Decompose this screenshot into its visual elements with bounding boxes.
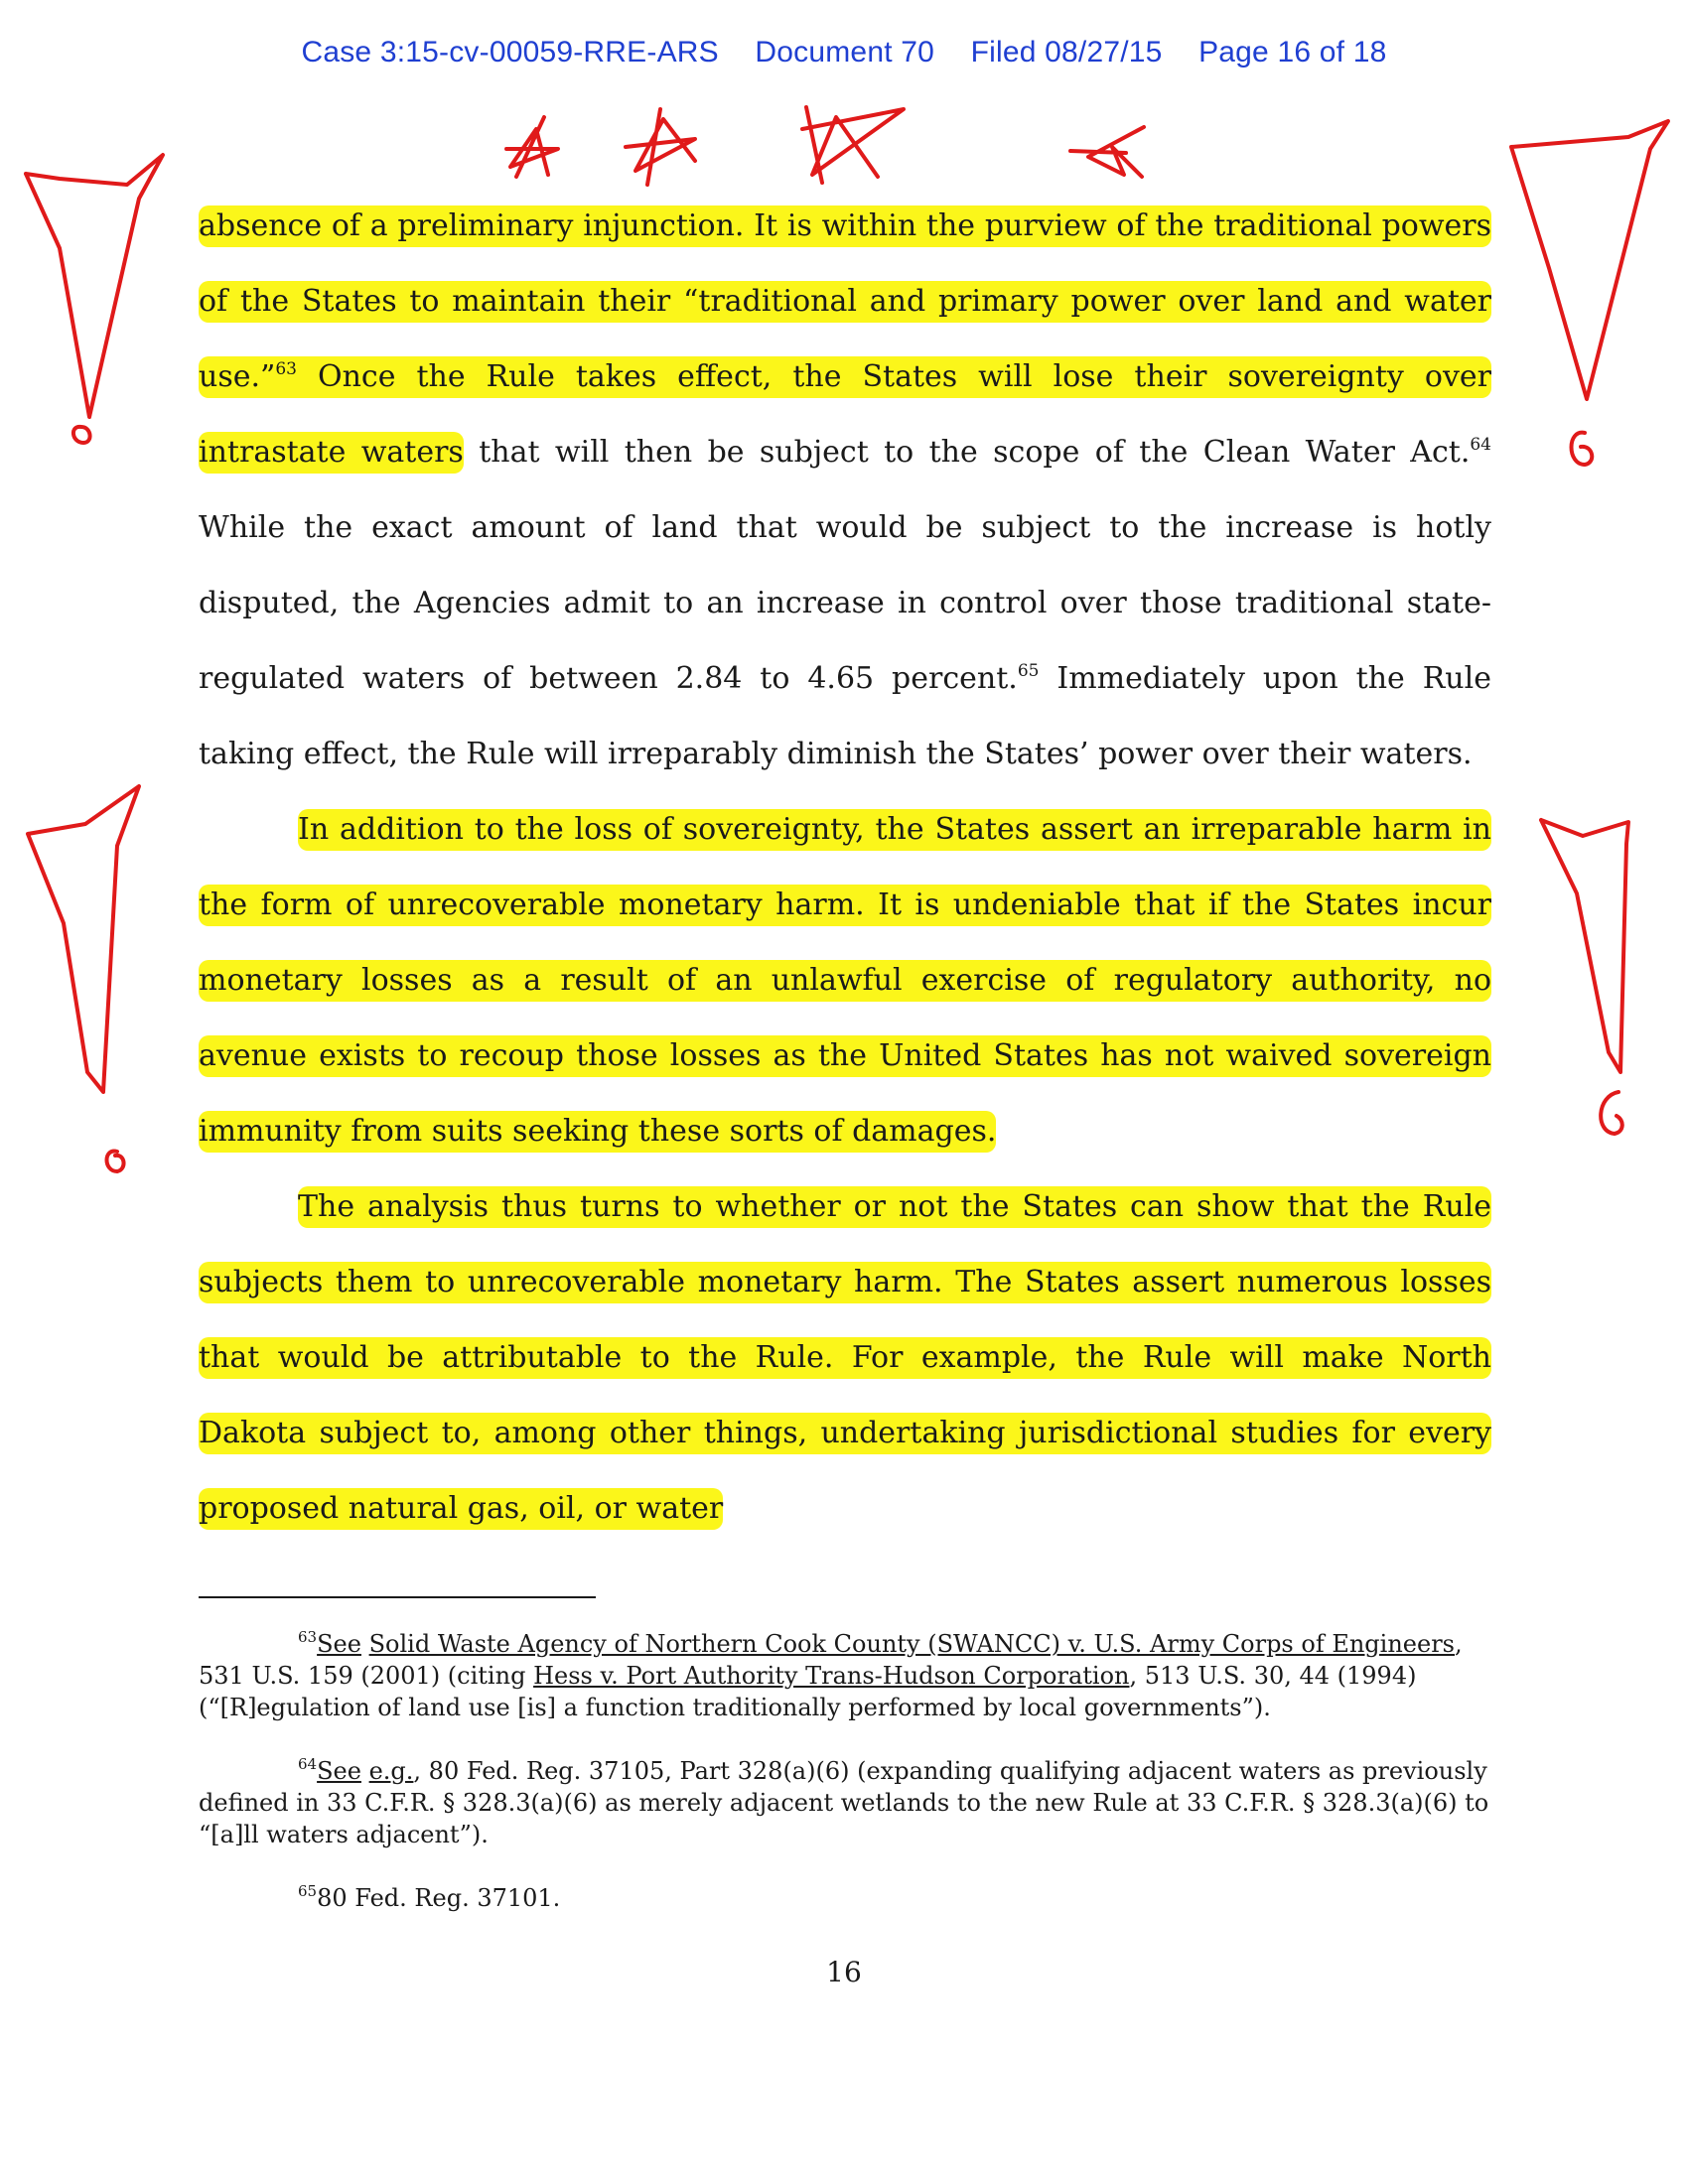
paragraph-1 xyxy=(199,189,1491,792)
citation-text: , 513 U.S. 30, 44 (1994) (“[R]egulation of land use [is] a function traditionally performed by local governments”). xyxy=(199,1662,1417,1721)
paragraph-text: that will then be subject to the scope of the Clean Water Act. xyxy=(463,435,1471,470)
footnote-ref-65[interactable]: 65 xyxy=(1017,661,1040,681)
filed-date: Filed 08/27/15 xyxy=(970,36,1163,68)
paragraph-text: Immediately upon the Rule taking effect, the Rule will irreparably diminish the States’ power over their waters. xyxy=(199,661,1491,771)
signal-eg: e.g. xyxy=(368,1757,414,1785)
citation-text: 80 Fed. Reg. 37101. xyxy=(317,1884,561,1912)
citation-text: , 531 U.S. 159 (2001) (citing xyxy=(199,1630,1463,1690)
case-citation: Hess v. Port Authority Trans-Hudson Corporation xyxy=(533,1662,1130,1690)
signal-see: See xyxy=(317,1757,361,1785)
footnote-number: 65 xyxy=(298,1882,318,1900)
signal-see: See xyxy=(317,1630,361,1658)
case-number: Case 3:15-cv-00059-RRE-ARS xyxy=(301,36,719,68)
highlight xyxy=(199,205,1491,474)
triangle-mark-icon xyxy=(28,786,139,1171)
body-text xyxy=(199,189,1491,1547)
page-number: 16 xyxy=(826,1956,862,1988)
footnote-64 xyxy=(199,1755,1489,1850)
document-number: Document 70 xyxy=(755,36,935,68)
space xyxy=(361,1757,369,1785)
star-mark-icon xyxy=(1070,127,1144,177)
footnote-ref-64[interactable]: 64 xyxy=(1470,435,1491,455)
citation-text: , 80 Fed. Reg. 37105, Part 328(a)(6) (expanding qualifying adjacent waters as previously defined in 33 C.F.R. § 328.3(a)(6) as merely adjacent wetlands to the new Rule at 33 C.F.R. § 328.3(a)(6) to “[a]ll waters adjacent”). xyxy=(199,1757,1489,1848)
footnote-number: 64 xyxy=(298,1755,318,1773)
footnote-63 xyxy=(199,1628,1489,1723)
case-header xyxy=(0,36,1688,69)
footnote-ref-63[interactable]: 63 xyxy=(275,359,297,379)
triangle-mark-icon xyxy=(1511,121,1668,465)
highlighted-text: absence of a preliminary injunction. It is within the purview of the traditional powers of the States to maintain their “traditional and primary power over land and water use.” xyxy=(199,208,1491,394)
highlighted-text: Once the Rule takes effect, the States will lose their sovereignty over intrastate waters xyxy=(199,359,1491,470)
paragraph-3 xyxy=(199,1169,1491,1547)
highlighted-text: The analysis thus turns to whether or not the States can show that the Rule subjects them to unrecoverable monetary harm. The States assert numerous losses that would be attributable to the Rule. For example, the Rule will make North Dakota subject to, among other things, undertaking jurisdictional studies for every proposed natural gas, oil, or water xyxy=(199,1186,1491,1530)
page-of-total: Page 16 of 18 xyxy=(1198,36,1387,68)
paragraph-text: While the exact amount of land that would be subject to the increase is hotly disputed, the Agencies admit to an increase in control over those traditional state-regulated waters of between 2.84 to 4.65 percent. xyxy=(199,510,1491,696)
highlighted-text: In addition to the loss of sovereignty, the States assert an irreparable harm in the form of unrecoverable monetary harm. It is undeniable that if the States incur monetary losses as a result of an unlawful exercise of regulatory authority, no avenue exists to recoup those losses as the United States has not waived sovereign immunity from suits seeking these sorts of damages. xyxy=(199,809,1491,1153)
footnote-divider xyxy=(199,1596,596,1598)
footnote-number: 63 xyxy=(298,1628,318,1646)
footnotes xyxy=(199,1628,1489,1946)
triangle-mark-icon xyxy=(26,155,163,443)
star-mark-icon xyxy=(506,117,558,177)
space xyxy=(361,1630,369,1658)
case-citation: Solid Waste Agency of Northern Cook County (SWANCC) v. U.S. Army Corps of Engineers xyxy=(368,1630,1455,1658)
footnote-65 xyxy=(199,1882,1489,1914)
star-mark-icon xyxy=(626,109,695,185)
star-mark-icon xyxy=(802,107,904,183)
paragraph-2 xyxy=(199,792,1491,1169)
triangle-mark-icon xyxy=(1541,820,1628,1134)
